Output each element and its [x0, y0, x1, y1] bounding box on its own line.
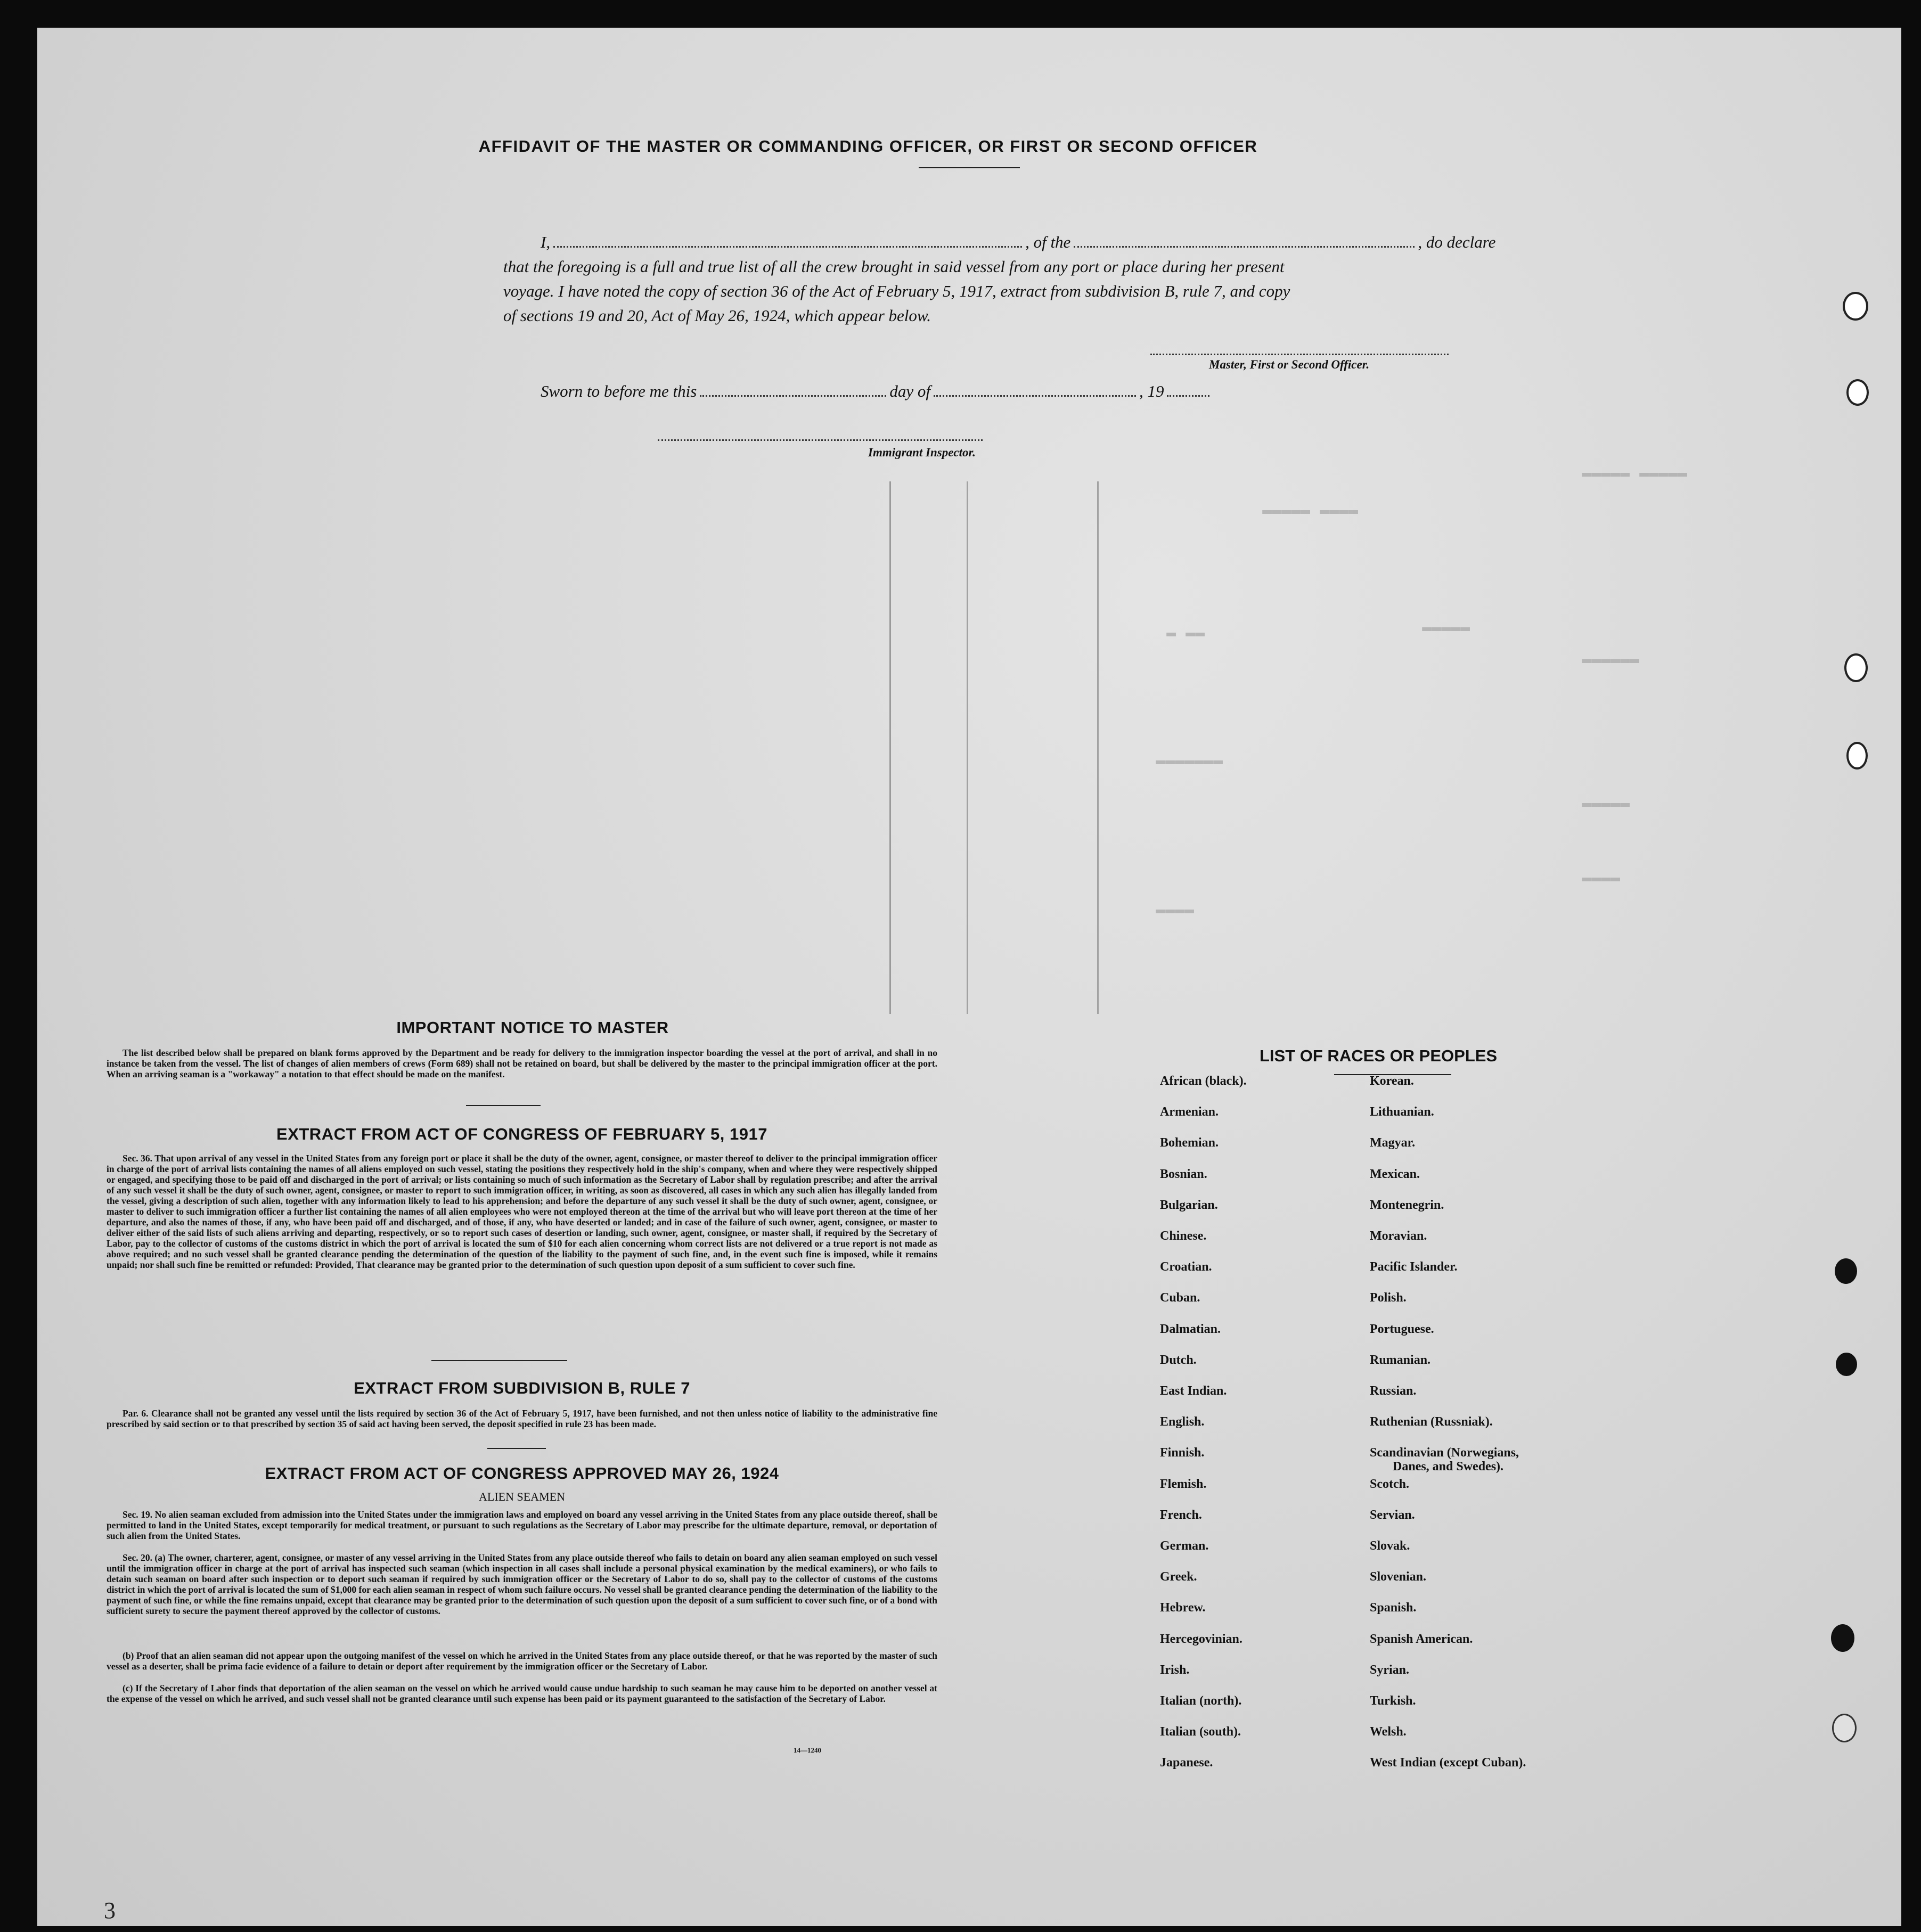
sec-36-text: That upon arrival of any vessel in the United States from any foreign port or place it shall be the duty of the owner, agent, consignee, or master thereof to deliver to the principal immigration officer in charge of the port of arrival lists containing the names of all aliens employed on such vessel, stating the positions they respectively hold in the ship's company, when and where they were respectively shipped or engaged, and specifying those to be paid off and discharged in the port of arrival; or lists containing so much of such information as the Secretary of Labor shall by regulation prescribe; and after the arrival of any such vessel it shall be the duty of such owner, agent, consignee, or master to report to such immigration officer, in writing, as soon as discovered, all cases in which any such alien has illegally landed from the vessel, giving a description of such alien, together with any information likely to lead to his apprehension; and before the departure of any such vessel it shall be the duty of such owner, agent, consignee, or master to deliver to such immigration officer a further list containing the names of all alien employees who were not employed thereon at the time of the arrival but who will leave port thereon at the time of her departure, and also the names of those, if any, who have been paid off and discharged, and of those, if any, who have deserted or landed; and in case of the failure of such owner, agent, consignee, or master to deliver either of the said lists of such aliens arriving and departing, respectively, or so to report such cases of desertion or landing, such owner, agent, consignee, or master shall, if required by the Secretary of Labor, pay to the collector of customs of the customs district in which the port of arrival is located the sum of $10 for each alien concerning whom correct lists are not delivered or a true report is not made as above required; and no such vessel shall be granted clearance pending the determination of the question of the liability to the payment of such fine, and, in the event such fine is imposed, while it remains unpaid; nor shall such fine be remitted or refunded: Provided, That clearance may be granted prior to the determination of such question upon deposit of a sum sufficient to cover such fine.: [107, 1153, 938, 1270]
race-right-16: Slovenian.: [1370, 1570, 1427, 1584]
race-left-9: Dutch.: [1160, 1353, 1197, 1367]
race-scandinavian-continuation: Danes, and Swedes).: [1393, 1460, 1504, 1474]
page-marker: 3: [104, 1897, 116, 1923]
extract-1917-text: [107, 1153, 937, 1270]
race-left-12: Finnish.: [1160, 1446, 1205, 1460]
affidavit-title: AFFIDAVIT OF THE MASTER OR COMMANDING OFFICER, OR FIRST OR SECOND OFFICER: [478, 137, 1258, 155]
notice-title: IMPORTANT NOTICE TO MASTER: [396, 1018, 669, 1037]
sec-20a-text: The owner, charterer, agent, consignee, or master of any vessel arriving in the United States from any place outside thereof who fails to detain on board any alien seaman employed on such vessel until the immigration officer in charge at the port of arrival has inspected such seaman (which inspection in all cases shall include a personal physical examination by the medical examiners), or who fails to detain such seaman on board after such inspection or to deport such seaman if required by such immigration officer or the Secretary of Labor to do so, shall pay to the collector of customs of the customs district in which the port of arrival is located the sum of $1,000 for each alien seaman in respect of whom such failure occurs. No vessel shall be granted clearance pending the determination of the liability to the payment of such fine, or while the fine remains unpaid, except that clearance may be granted prior to the determination of such question upon the deposit of a sum sufficient to cover such fine, or of a bond with sufficient surety to secure the payment thereof approved by the collector of customs.: [107, 1552, 938, 1616]
affidavit-declaration: [503, 230, 1523, 328]
inspector-signature-line[interactable]: [658, 439, 983, 441]
extract-1917-title: EXTRACT FROM ACT OF CONGRESS OF FEBRUARY 5, 1917: [276, 1125, 767, 1143]
race-right-9: Rumanian.: [1370, 1353, 1431, 1367]
sec-36-label: Sec. 36.: [122, 1153, 153, 1164]
punch-hole-3: [1844, 653, 1868, 682]
day-of-label: day of: [889, 382, 930, 400]
declaration-line-2: that the foregoing is a full and true list of all the crew brought in said vessel from any port or place during her present: [503, 257, 1285, 276]
race-right-8: Portuguese.: [1370, 1322, 1434, 1336]
race-left-3: Bosnian.: [1160, 1167, 1207, 1181]
race-left-10: East Indian.: [1160, 1384, 1227, 1398]
race-left-7: Cuban.: [1160, 1291, 1200, 1305]
sworn-label: Sworn to before me this: [541, 382, 697, 400]
race-left-5: Chinese.: [1160, 1229, 1207, 1243]
race-left-6: Croatian.: [1160, 1260, 1212, 1274]
punch-hole-2: [1846, 379, 1869, 406]
year-label: , 19: [1139, 382, 1164, 400]
race-right-17: Spanish.: [1370, 1601, 1417, 1615]
declaration-do-declare: , do declare: [1418, 233, 1496, 251]
inspector-label: Immigrant Inspector.: [868, 446, 976, 459]
extract-1924-title: EXTRACT FROM ACT OF CONGRESS APPROVED MAY 26, 1924: [265, 1464, 779, 1483]
race-right-21: Welsh.: [1370, 1725, 1407, 1739]
rule7-title: EXTRACT FROM SUBDIVISION B, RULE 7: [354, 1379, 690, 1397]
races-title: LIST OF RACES OR PEOPLES: [1260, 1046, 1498, 1065]
race-left-11: English.: [1160, 1415, 1205, 1429]
race-right-19: Syrian.: [1370, 1663, 1410, 1677]
race-left-22: Japanese.: [1160, 1756, 1213, 1770]
race-right-5: Moravian.: [1370, 1229, 1427, 1243]
declaration-line-4: of sections 19 and 20, Act of May 26, 1924, which appear below.: [503, 306, 931, 325]
race-left-18: Hercegovinian.: [1160, 1632, 1242, 1646]
sec-20a: [107, 1552, 937, 1616]
form-number: 14—1240: [794, 1746, 821, 1754]
punch-hole-7: [1831, 1624, 1854, 1652]
master-signature-line[interactable]: [1150, 354, 1449, 355]
sec-20c-text: If the Secretary of Labor finds that deportation of the alien seaman on the vessel on which he arrived would cause undue hardship to such seaman he may cause him to be deported on another vessel at the expense of the vessel on which he arrived, and such vessel shall not be granted clearance until such expense has been paid or its payment guaranteed to the satisfaction of the Secretary of Labor.: [107, 1683, 937, 1704]
par-6-text: Clearance shall not be granted any vessel until the lists required by section 36 of the Act of February 5, 1917, have been furnished, and not then unless notice of liability to the administrative fine prescribed by said section or to that prescribed by section 35 of said act having been served, the deposit specified in rule 23 has been made.: [107, 1408, 938, 1429]
sworn-year-blank[interactable]: [1167, 395, 1209, 397]
race-right-10: Russian.: [1370, 1384, 1417, 1398]
sec-20c-label: (c): [122, 1683, 133, 1693]
punch-hole-1: [1843, 292, 1868, 321]
punch-hole-6: [1836, 1353, 1857, 1376]
race-left-14: French.: [1160, 1508, 1202, 1522]
rule7-text: [107, 1408, 937, 1429]
race-right-7: Polish.: [1370, 1291, 1407, 1305]
sworn-line: [503, 379, 1213, 404]
race-right-6: Pacific Islander.: [1370, 1260, 1458, 1274]
vessel-name-blank[interactable]: [1074, 246, 1415, 248]
race-left-19: Irish.: [1160, 1663, 1190, 1677]
race-right-14: Servian.: [1370, 1508, 1415, 1522]
notice-divider: [466, 1105, 541, 1106]
bleed-rule-3: [1097, 481, 1099, 1014]
sec-19-text: No alien seaman excluded from admission into the United States under the immigration laws and employed on board any vessel arriving in the United States from any place outside thereof, shall be permitted to land in the United States, except temporarily for medical treatment, or pursuant to such regulations as the Secretary of Labor may prescribe for the ultimate departure, removal, or deportation of such alien from the United States.: [107, 1509, 937, 1541]
race-right-2: Magyar.: [1370, 1136, 1416, 1150]
race-right-20: Turkish.: [1370, 1694, 1416, 1708]
bleed-rule-2: [967, 481, 968, 1014]
sworn-day-blank[interactable]: [700, 395, 886, 397]
sec-19: [107, 1509, 937, 1541]
alien-seamen-subtitle: ALIEN SEAMEN: [479, 1490, 565, 1503]
race-left-2: Bohemian.: [1160, 1136, 1219, 1150]
race-left-16: Greek.: [1160, 1570, 1197, 1584]
sec-20b-label: (b): [122, 1650, 134, 1661]
race-right-22: West Indian (except Cuban).: [1370, 1756, 1526, 1770]
sec-20b: [107, 1650, 937, 1672]
par-6-label: Par. 6.: [122, 1408, 149, 1419]
master-name-blank[interactable]: [553, 246, 1022, 248]
declaration-i: I,: [541, 233, 551, 251]
punch-hole-8: [1832, 1714, 1857, 1742]
sec-20c: [107, 1683, 937, 1704]
punch-hole-5: [1835, 1258, 1857, 1284]
race-left-0: African (black).: [1160, 1074, 1247, 1088]
extract-1917-divider: [431, 1360, 567, 1361]
document-page: AFFIDAVIT OF THE MASTER OR COMMANDING OFFICER, OR FIRST OR SECOND OFFICER I, , of the , do declare that the foregoing is a full and true list of all the crew brought in said vessel from any port or place during her present voyage. I have noted the copy of section 36 of the Act of February 5, 1917, extract from subdivision B, rule 7, and copy of sections 19 and 20, Act of May 26, 1924, which appear below. Master, First or Second Officer. Sworn to before me this day of , 19 Immigrant Inspector. ▬▬▬▬▬ ▬▬▬▬▬ ▬▬▬▬ ▬▬▬▬▬ ▬▬▬▬▬▬ ▬▬▬▬▬ ▬▬ ▬ ▬▬▬▬▬▬▬ ▬▬▬▬ ▬▬▬▬▬ ▬▬▬▬ IMPORTANT NOTICE TO MASTER The list described below shall be prepared on blank forms approved by the Department and be ready for delivery to the immigration inspector boarding the vessel at the port of arrival, and shall in no instance be taken from the vessel. The list of changes of alien members of crews (Form 689) shall not be retained on board, but shall be delivered by the master to the principal immigration officer at the port. When an arriving seaman is a "workaway" a notation to that effect should be made on the manifest. EXTRACT FROM ACT OF CONGRESS OF FEBRUARY 5, 1917 Sec. 36. That upon arrival of any vessel in the United States from any foreign port or place it shall be the duty of the owner, agent, consignee, or master thereof to deliver to the principal immigration officer in charge of the port of arrival lists containing the names of all aliens employed on such vessel, stating the positions they respectively hold in the ship's company, when and where they were respectively shipped or engaged, and specifying those to be paid off and discharged in the port of arrival; or lists containing so much of such information as the Secretary of Labor shall by regulation prescribe; and after the arrival of any such vessel it shall be the duty of such owner, agent, consignee, or master to report to such immigration officer, in writing, as soon as discovered, all cases in which any such alien has illegally landed from the vessel, giving a description of such alien, together with any information likely to lead to his apprehension; and before the departure of any such vessel it shall be the duty of such owner, agent, consignee, or master to deliver to such immigration officer a further list containing the names of all alien employees who were not employed thereon at the time of the arrival but who will leave port thereon at the time of her departure, and also the names of those, if any, who have been paid off and discharged, and of those, if any, who have deserted or landed; and in case of the failure of such owner, agent, consignee, or master to deliver either of the said lists of such aliens arriving and departing, respectively, or so to report such cases of desertion or landing, such owner, agent, consignee, or master shall, if required by the Secretary of Labor, pay to the collector of customs of the customs district in which the port of arrival is located the sum of $10 for each alien concerning whom correct lists are not delivered or a true report is not made as above required; and no such vessel shall be granted clearance pending the determination of the question of the liability to the payment of such fine, and, in the event such fine is imposed, while it remains unpaid; nor shall such fine be remitted or refunded: Provided, That clearance may be granted prior to the determination of such question upon deposit of a sum sufficient to cover such fine. EXTRACT FROM SUBDIVISION B, RULE 7 Par. 6. Clearance shall not be granted any vessel until the lists required by section 36 of the Act of February 5, 1917, have been furnished, and not then unless notice of liability to the administrative fine prescribed by said section or to that prescribed by section 35 of said act having been served, the deposit specified in rule 23 has been made. EXTRACT FROM ACT OF CONGRESS APPROVED MAY 26, 1924 ALIEN SEAMEN Sec. 19. No alien seaman excluded from admission into the United States under the immigration laws and employed on board any vessel arriving in the United States from any place outside thereof, shall be permitted to land in the United States, except temporarily for medical treatment, or pursuant to such regulations as the Secretary of Labor may prescribe for the ultimate departure, removal, or deportation of such alien from the United States. Sec. 20. (a) The owner, charterer, agent, consignee, or master of any vessel arriving in the United States from any place outside thereof who fails to detain on board any alien seaman employed on such vessel until the immigration officer in charge at the port of arrival has inspected such seaman (which inspection in all cases shall include a personal physical examination by the medical examiners), or who fails to detain such seaman on board after such inspection or to deport such seaman if required by such immigration officer or the Secretary of Labor to do so, shall pay to the collector of customs of the customs district in which the port of arrival is located the sum of $1,000 for each alien seaman in respect of whom such failure occurs. No vessel shall be granted clearance pending the determination of the liability to the payment of such fine, or while the fine remains unpaid, except that clearance may be granted prior to the determination of such question upon the deposit of a sum sufficient to cover such fine, or of a bond with sufficient surety to secure the payment thereof approved by the collector of customs. (b) Proof that an alien seaman did not appear upon the outgoing manifest of the vessel on which he arrived in the United States from any place outside thereof, or that he was reported by the master of such vessel as a deserter, shall be prima facie evidence of a failure to detain or deport after requirement by the immigration officer or the Secretary of Labor. (c) If the Secretary of Labor finds that deportation of the alien seaman on the vessel on which he arrived would cause undue hardship to such seaman he may cause him to be deported on another vessel at the expense of the vessel on which he arrived, and such vessel shall not be granted clearance until such expense has been paid or its payment guaranteed to the satisfaction of the Secretary of Labor. 14—1240 LIST OF RACES OR PEOPLES 3 African (black). Armenian. Bohemian. Bosnian. Bulgarian. Chinese. Croatian. Cuban. Dalmatian. Dutch. East Indian. English. Finnish. Flemish. French. German. Greek. Hebrew. Hercegovinian. Irish. Italian (north). Italian (south). Japanese. Korean. Lithuanian. Magyar. Mexican. Montenegrin. Moravian. Pacific Islander. Polish. Portuguese. Rumanian. Russian. Ruthenian (Russniak). Scandinavian (Norwegians, Scotch. Servian. Slovak. Slovenian. Spanish. Spanish American. Syrian. Turkish. Welsh. West Indian (except Cuban). Danes, and Swedes).: [37, 28, 1901, 1926]
race-left-20: Italian (north).: [1160, 1694, 1242, 1708]
race-right-0: Korean.: [1370, 1074, 1414, 1088]
declaration-of-the: , of the: [1025, 233, 1071, 251]
race-right-1: Lithuanian.: [1370, 1105, 1434, 1119]
race-left-17: Hebrew.: [1160, 1601, 1206, 1615]
race-right-12: Scandinavian (Norwegians,: [1370, 1446, 1519, 1460]
declaration-line-1: [503, 230, 1523, 255]
signature-label: Master, First or Second Officer.: [1209, 358, 1370, 371]
bleed-rule-1: [889, 481, 891, 1014]
title-underline: [919, 167, 1020, 168]
declaration-line-3: voyage. I have noted the copy of section 36 of the Act of February 5, 1917, extract from subdivision B, rule 7, and copy: [503, 282, 1290, 300]
notice-text: The list described below shall be prepared on blank forms approved by the Department and be ready for delivery to the immigration inspector boarding the vessel at the port of arrival, and shall in no instance be taken from the vessel. The list of changes of alien members of crews (Form 689) shall not be retained on board, but shall be delivered by the master to the principal immigration officer at the port. When an arriving seaman is a "workaway" a notation to that effect should be made on the manifest.: [107, 1047, 937, 1079]
rule7-divider: [487, 1448, 546, 1449]
race-left-15: German.: [1160, 1539, 1209, 1553]
race-right-18: Spanish American.: [1370, 1632, 1473, 1646]
race-right-3: Mexican.: [1370, 1167, 1420, 1181]
sec-20a-label: Sec. 20. (a): [122, 1552, 166, 1563]
race-right-13: Scotch.: [1370, 1477, 1409, 1491]
race-right-11: Ruthenian (Russniak).: [1370, 1415, 1493, 1429]
punch-hole-4: [1846, 742, 1868, 769]
sec-19-label: Sec. 19.: [122, 1509, 153, 1520]
race-right-4: Montenegrin.: [1370, 1198, 1444, 1212]
race-left-21: Italian (south).: [1160, 1725, 1241, 1739]
race-right-15: Slovak.: [1370, 1539, 1410, 1553]
race-left-8: Dalmatian.: [1160, 1322, 1221, 1336]
race-left-1: Armenian.: [1160, 1105, 1219, 1119]
sworn-month-blank[interactable]: [934, 395, 1136, 397]
sec-20b-text: Proof that an alien seaman did not appear upon the outgoing manifest of the vessel on which he arrived in the United States from any place outside thereof, or that he was reported by the master of such vessel as a deserter, shall be prima facie evidence of a failure to detain or deport after requirement by the immigration officer or the Secretary of Labor.: [107, 1650, 937, 1672]
race-left-13: Flemish.: [1160, 1477, 1207, 1491]
race-left-4: Bulgarian.: [1160, 1198, 1218, 1212]
